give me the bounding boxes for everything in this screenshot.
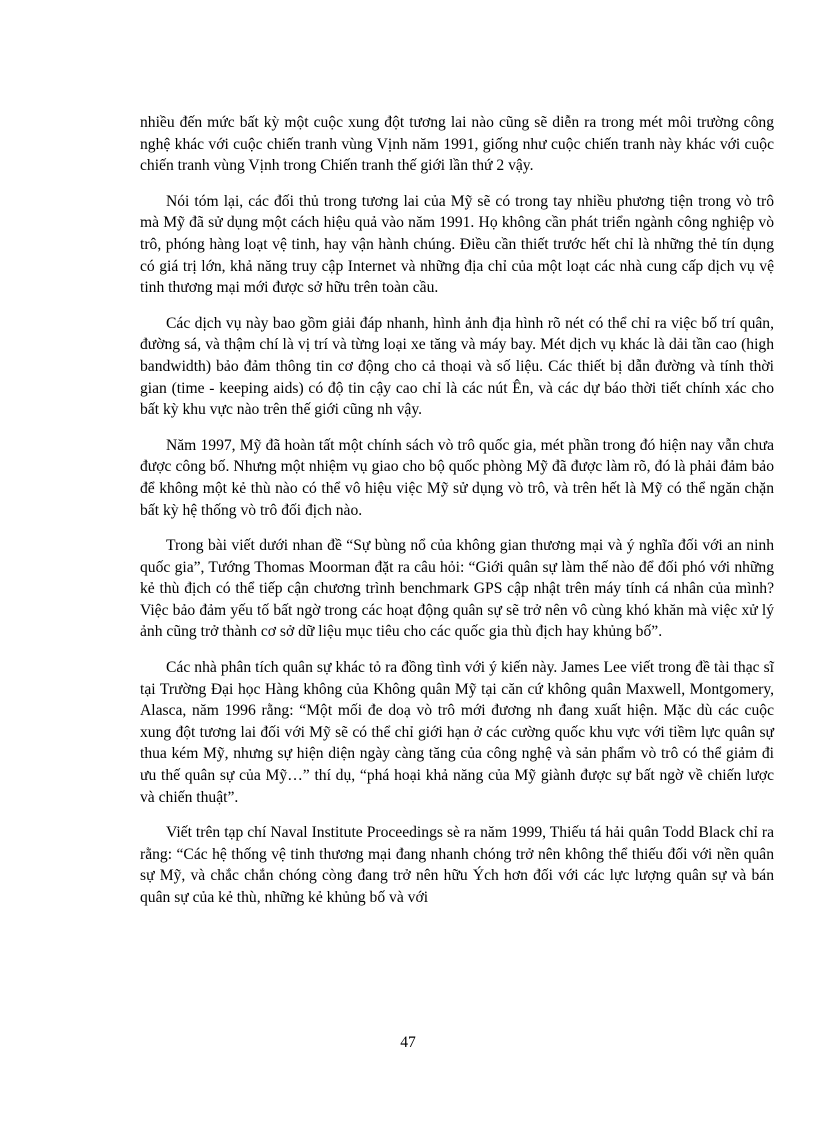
body-text: [140, 112, 774, 923]
paragraph-2: Nói tóm lại, các đối thủ trong tương lai của Mỹ sẽ có trong tay nhiều phương tiện trong vò trô mà Mỹ đã sử dụng một cách hiệu quả vào năm 1991. Họ không cần phát triển ngành công nghiệp vò trô, phóng hàng loạt vệ tinh, hay vận hành chúng. Điều cần thiết trước hết chỉ là những thẻ tín dụng có giá trị lớn, khả năng truy cập Internet và những địa chỉ của một loạt các nhà cung cấp dịch vụ vệ tinh thương mại mới được sở hữu trên toàn cầu.: [140, 192, 774, 297]
page-number: 47: [400, 1034, 416, 1051]
paragraph-6: Các nhà phân tích quân sự khác tỏ ra đồng tình với ý kiến này. James Lee viết trong đề tài thạc sĩ tại Trường Đại học Hàng không của Không quân Mỹ tại căn cứ không quân Maxwell, Montgomery, Alasca, năm 1996 rằng: “Một mối đe doạ vò trô mới đương nh đang xuất hiện. Mặc dù các cuộc xung đột tương lai đối với Mỹ sẽ có thể chỉ giới hạn ở các cường quốc khu vực với tiềm lực quân sự thua kém Mỹ, nhưng sự hiện diện ngày càng tăng của công nghệ và sản phẩm vò trô có thể giảm đi ưu thế quân sự của Mỹ…” thí dụ, “phá hoại khả năng của Mỹ giành được sự bất ngờ về chiến lược và chiến thuật”.: [140, 659, 774, 806]
paragraph-7: Viết trên tạp chí Naval Institute Proceedings sè ra năm 1999, Thiếu tá hải quân Todd Black chỉ ra rằng: “Các hệ thống vệ tinh thương mại đang nhanh chóng trở nên không thể thiếu đối với nền quân sự Mỹ, và chắc chắn chóng còng đang trở nên hữu Ých hơn đối với các lực lượng quân sự và bán quân sự của kẻ thù, những kẻ khủng bố và với: [140, 824, 774, 906]
paragraph-1: nhiều đến mức bất kỳ một cuộc xung đột tương lai nào cũng sẽ diễn ra trong mét môi trường công nghệ khác với cuộc chiến tranh vùng Vịnh năm 1991, giống như cuộc chiến tranh này khác với cuộc chiến tranh vùng Vịnh trong Chiến tranh thế giới lần thứ 2 vậy.: [140, 114, 774, 175]
paragraph-4: Năm 1997, Mỹ đã hoàn tất một chính sách vò trô quốc gia, mét phần trong đó hiện nay vẫn chưa được công bố. Nhưng một nhiệm vụ giao cho bộ quốc phòng Mỹ đã được làm rõ, đó là phải đảm bảo để không một kẻ thù nào có thể vô hiệu việc Mỹ sử dụng vò trô, và trên hết là Mỹ có thể ngăn chặn bất kỳ hệ thống vò trô đối địch nào.: [140, 436, 774, 519]
paragraph-5: Trong bài viết dưới nhan đề “Sự bùng nổ của không gian thương mại và ý nghĩa đối với an ninh quốc gia”, Tướng Thomas Moorman đặt ra câu hỏi: “Giới quân sự làm thế nào để đối phó với những kẻ thù địch có thể tiếp cận chương trình benchmark GPS cập nhật trên máy tính cá nhân của mình? Việc bảo đảm yếu tố bất ngờ trong các hoạt động quân sự sẽ trở nên vô cùng khó khăn mà việc xử lý ảnh cũng trở thành cơ sở dữ liệu mục tiêu cho các quốc gia thù địch hay khủng bố”.: [140, 537, 774, 641]
paragraph-3: Các dịch vụ này bao gồm giải đáp nhanh, hình ảnh địa hình rõ nét có thể chỉ ra việc bố trí quân, đường sá, và thậm chí là vị trí và từng loại xe tăng và máy bay. Mét dịch vụ khác là dải tần cao (high bandwidth) bảo đảm thông tin cơ động cho cả thoại và số liệu. Các thiết bị dẫn đường và tính thời gian (time - keeping aids) có độ tin cậy cao chỉ là các nút Ên, và các dự báo thời tiết chính xác cho bất kỳ khu vực nào trên thế giới cũng nh vậy.: [140, 314, 774, 419]
